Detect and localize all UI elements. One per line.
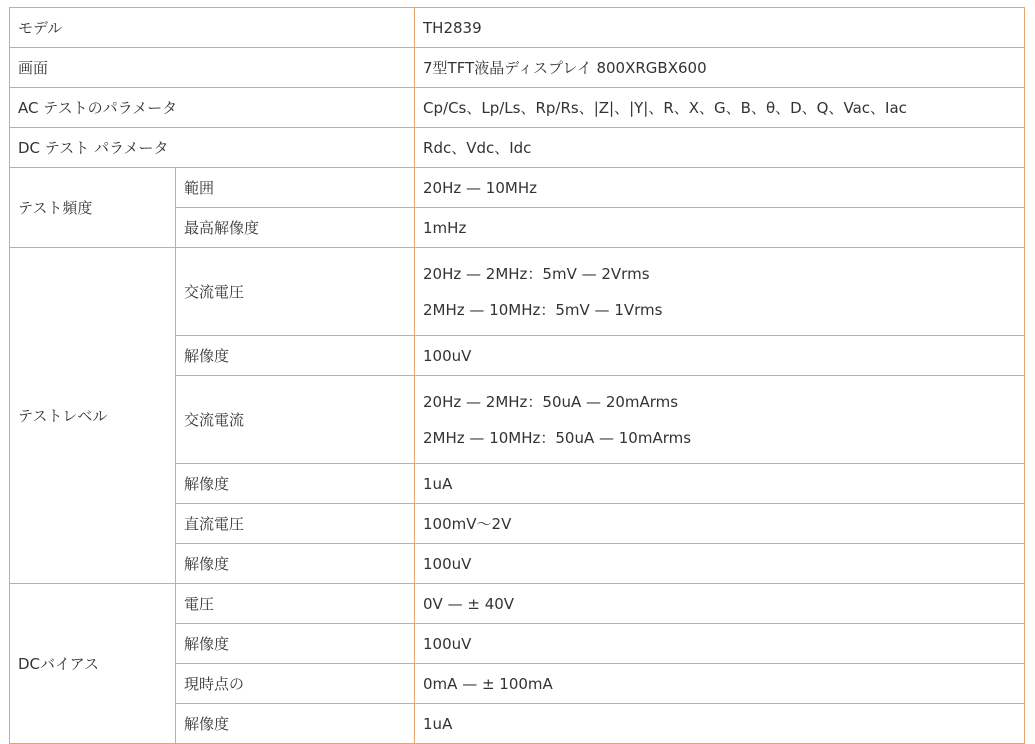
value-cell: 100mV～2V [415,504,1025,544]
value-cell: 100uV [415,624,1025,664]
sub-label-cell: 解像度 [176,704,415,744]
sub-label-cell: 現時点の [176,664,415,704]
value-cell: 100uV [415,336,1025,376]
table-row [10,88,1025,128]
label-cell: AC テストのパラメータ [10,88,415,128]
sub-label-cell: 電圧 [176,584,415,624]
value-cell: 0mA — ± 100mA [415,664,1025,704]
value-cell: 20Hz — 10MHz [415,168,1025,208]
value-line: 2MHz — 10MHz：5mV — 1Vrms [423,300,663,319]
value-cell: TH2839 [415,8,1025,48]
group-label-cell: テスト頻度 [10,168,176,248]
group-label-cell: テストレベル [10,248,176,584]
value-cell: Cp/Cs、Lp/Ls、Rp/Rs、|Z|、|Y|、R、X、G、B、θ、D、Q、Vac、Iac [415,88,1025,128]
sub-label-cell: 最高解像度 [176,208,415,248]
sub-label-cell: 交流電流 [176,376,415,464]
spec-table [9,7,1025,744]
sub-label-cell: 解像度 [176,464,415,504]
table-row [10,584,1025,624]
table-row [10,248,1025,336]
value-cell [415,376,1025,464]
label-cell: DC テスト パラメータ [10,128,415,168]
label-cell: モデル [10,8,415,48]
value-line: 20Hz — 2MHz：5mV — 2Vrms [423,264,650,283]
value-cell: 100uV [415,544,1025,584]
sub-label-cell: 範囲 [176,168,415,208]
sub-label-cell: 解像度 [176,336,415,376]
value-line: 20Hz — 2MHz：50uA — 20mArms [423,392,679,411]
group-label-cell: DCバイアス [10,584,176,744]
table-row [10,48,1025,88]
sub-label-cell: 交流電圧 [176,248,415,336]
value-line: 2MHz — 10MHz：50uA — 10mArms [423,428,692,447]
value-cell: 1mHz [415,208,1025,248]
table-row [10,168,1025,208]
sub-label-cell: 解像度 [176,624,415,664]
value-cell: 7型TFT液晶ディスプレイ 800XRGBX600 [415,48,1025,88]
table-row [10,128,1025,168]
table-row [10,8,1025,48]
value-cell: 0V — ± 40V [415,584,1025,624]
sub-label-cell: 直流電圧 [176,504,415,544]
value-cell [415,248,1025,336]
value-cell: 1uA [415,464,1025,504]
value-cell: Rdc、Vdc、Idc [415,128,1025,168]
label-cell: 画面 [10,48,415,88]
value-cell: 1uA [415,704,1025,744]
sub-label-cell: 解像度 [176,544,415,584]
